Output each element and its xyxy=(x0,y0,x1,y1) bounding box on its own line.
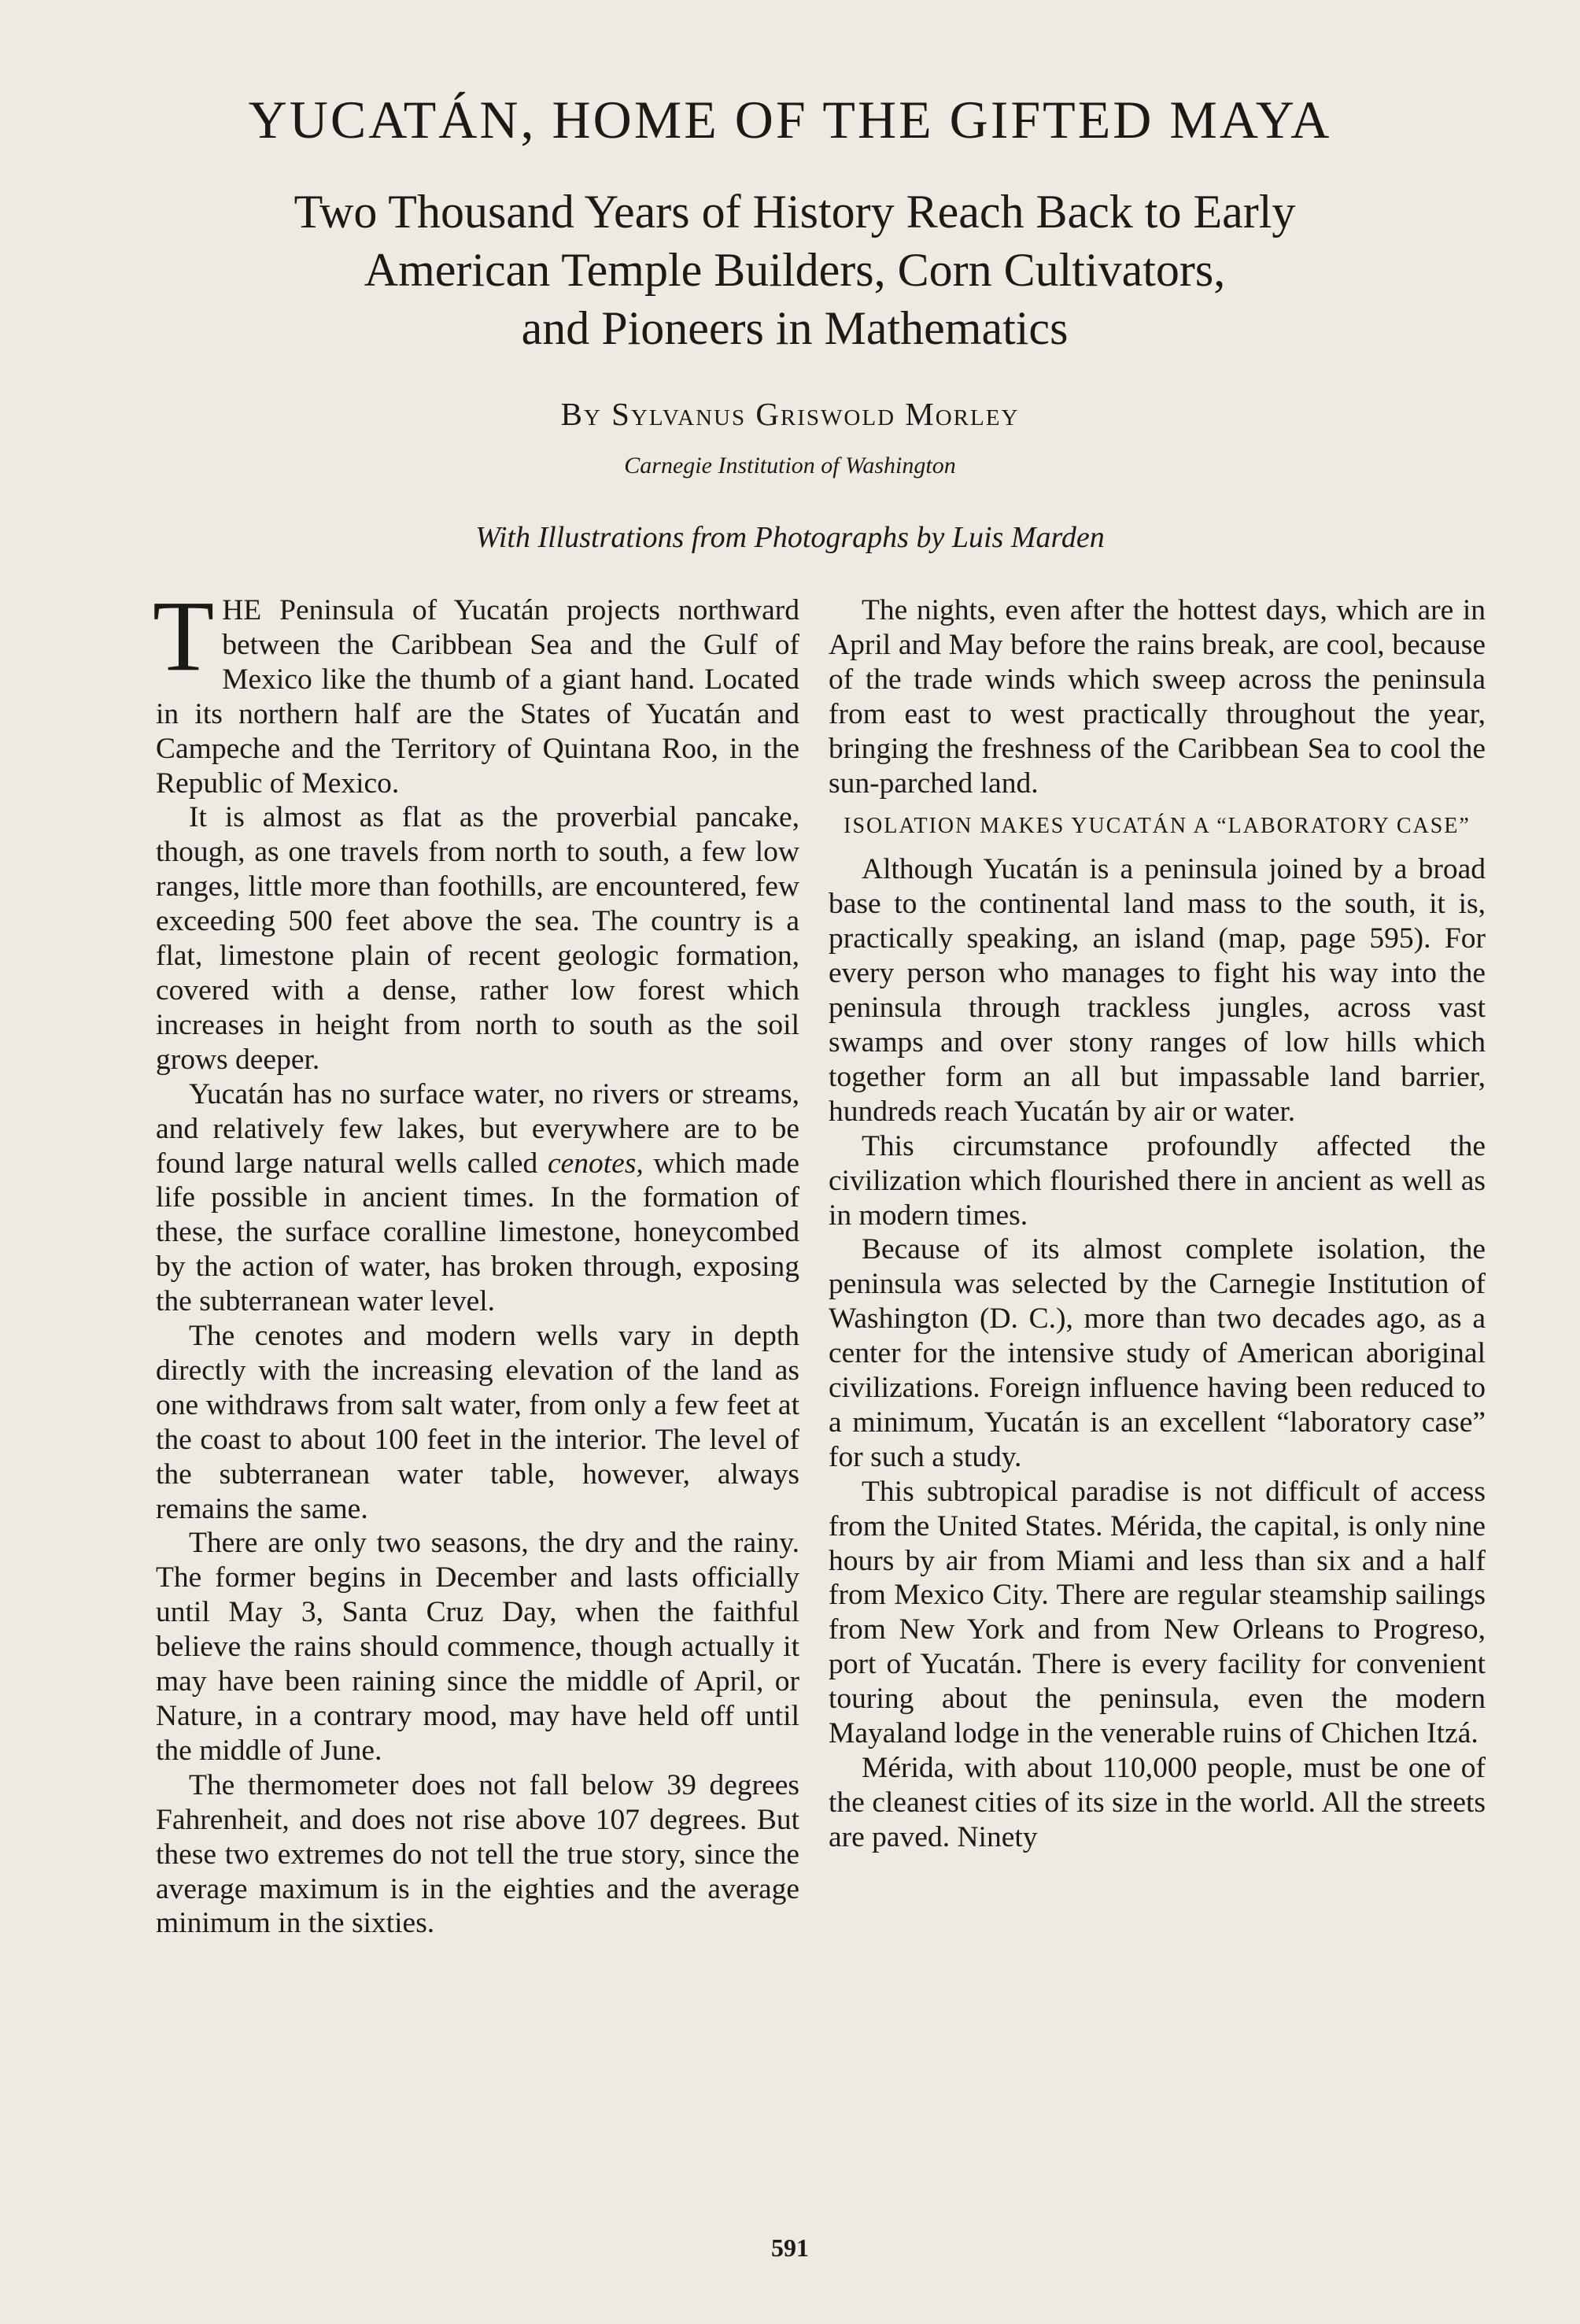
paragraph xyxy=(156,1077,799,1319)
paragraph: There are only two seasons, the dry and the rainy. The former begins in December and lasts officially until May 3, Santa Cruz Day, when the faithful believe the rains should commence, though actually it may have been raining since the middle of April, or Nature, in a contrary mood, may have held off until the middle of June. xyxy=(156,1527,799,1767)
drop-cap: T xyxy=(153,580,215,692)
paragraph: This subtropical paradise is not difficult of access from the United States. Mérida, the capital, is only nine hours by air from Miami and less than six and a half from Mexico City. There are regular steamship sailings from New York and from New Orleans to Progreso, port of Yucatán. There is every facility for convenient touring about the peninsula, even the modern Mayaland lodge in the venerable ruins of Chichen Itzá. xyxy=(829,1475,1486,1750)
page-number: 591 xyxy=(771,2233,809,2262)
section-heading: ISOLATION MAKES YUCATÁN A “LABORATORY CASE” xyxy=(844,814,1471,839)
subtitle-line-2: American Temple Builders, Corn Cultivators, xyxy=(364,244,1226,296)
paragraph: It is almost as flat as the proverbial pancake, though, as one travels from north to south, a few low ranges, little more than foothills, are encountered, few exceeding 500 feet above the sea. The country is a flat, limestone plain of recent geologic formation, covered with a dense, rather low forest which increases in height from north to south as the soil grows deeper. xyxy=(156,801,799,1076)
article-subtitle xyxy=(126,183,1464,357)
paragraph: Because of its almost complete isolation, the peninsula was selected by the Carnegie Institution of Washington (D. C.), more than two decades ago, as a center for the intensive study of American aboriginal civilizations. Foreign influence having been reduced to a minimum, Yucatán is an excellent “laboratory case” for such a study. xyxy=(829,1233,1486,1473)
paragraph: Although Yucatán is a peninsula joined by a broad base to the continental land mass to the south, it is, practically speaking, an island (map, page 595). For every person who manages to fight his way into the peninsula through trackless jungles, across vast swamps and over stony ranges of low hills which together form an all but impassable land barrier, hundreds reach Yucatán by air or water. xyxy=(829,853,1486,1128)
author-byline: By Sylvanus Griswold Morley xyxy=(560,396,1020,432)
paragraph-text: Yucatán has no surface water, no rivers or streams, and relatively few lakes, but everywhere are to be found large natural wells called xyxy=(156,1077,799,1180)
subtitle-line-1: Two Thousand Years of History Reach Back to Early xyxy=(293,186,1296,238)
paragraph-text: which made life possible in ancient times. In the formation of these, the surface coralline limestone, honeycombed by the action of water, has broken through, exposing the subterranean water level. xyxy=(156,1147,800,1318)
paragraph: Mérida, with about 110,000 people, must be one of the cleanest cities of its size in the world. All the streets are paved. Ninety xyxy=(829,1752,1486,1853)
paragraph xyxy=(153,580,799,800)
right-column xyxy=(829,593,1486,1855)
paragraph-text: HE Peninsula of Yucatán projects northward between the Caribbean Sea and the Gulf of Mexico like the thumb of a giant hand. Located in its northern half are the States of Yucatán and Campeche and the Territory of Quintana Roo, in the Republic of Mexico. xyxy=(156,594,799,800)
paragraph: This circumstance profoundly affected the civilization which flourished there in ancient as well as in modern times. xyxy=(829,1129,1486,1232)
paragraph: The nights, even after the hottest days, which are in April and May before the rains break, are cool, because of the trade winds which sweep across the peninsula from east to west practically throughout the year, bringing the freshness of the Caribbean Sea to cool the sun-parched land. xyxy=(829,594,1486,800)
subtitle-line-3: and Pioneers in Mathematics xyxy=(521,302,1069,354)
article-title: YUCATÁN, HOME OF THE GIFTED MAYA xyxy=(248,90,1332,150)
illustration-credit: With Illustrations from Photographs by Luis Marden xyxy=(475,521,1105,554)
italic-term: cenotes, xyxy=(547,1147,644,1180)
left-column xyxy=(153,580,800,1941)
paragraph: The thermometer does not fall below 39 degrees Fahrenheit, and does not rise above 107 degrees. But these two extremes do not tell the true story, since the average maximum is in the eighties and the average minimum in the sixties. xyxy=(156,1768,799,1940)
author-affiliation: Carnegie Institution of Washington xyxy=(624,453,956,478)
paragraph: The cenotes and modern wells vary in depth directly with the increasing elevation of the land as one withdraws from salt water, from only a few feet at the coast to about 100 feet in the interior. The level of the subterranean water table, however, always remains the same. xyxy=(156,1320,799,1525)
